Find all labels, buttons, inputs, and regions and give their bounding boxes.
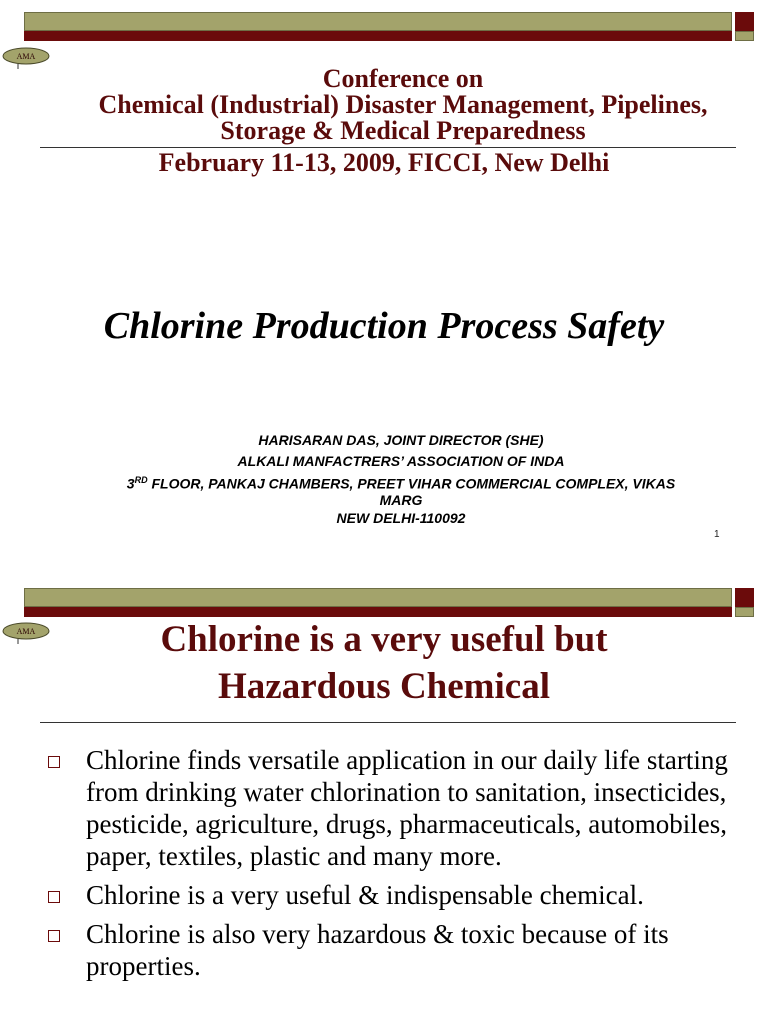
title-divider <box>40 722 736 723</box>
author-address: 3RD FLOOR, PANKAJ CHAMBERS, PREET VIHAR COMMERCIAL COMPLEX, VIKAS <box>126 475 676 492</box>
slide-title <box>0 616 768 710</box>
bullet-item: Chlorine is a very useful & indispensable chemical. <box>48 879 738 911</box>
ama-logo-text: AMA <box>16 52 36 61</box>
header-square-maroon <box>735 588 754 607</box>
slide-title-line-2: Hazardous Chemical <box>218 666 550 707</box>
header-bar-olive <box>24 588 732 607</box>
conference-line-2: Chemical (Industrial) Disaster Management, Pipelines, <box>98 90 708 119</box>
header-bar-maroon <box>24 31 732 41</box>
author-city: NEW DELHI-110092 <box>336 509 466 526</box>
bullet-item: Chlorine finds versatile application in our daily life starting from drinking water chlorination to sanitation, insecticides, pesticide, agriculture, drugs, pharmaceuticals, automobiles, paper, textiles, plastic and many more. <box>48 744 738 872</box>
presentation-title: Chlorine Production Process Safety <box>103 305 665 347</box>
page-number: 1 <box>714 529 720 540</box>
author-block <box>56 430 746 529</box>
conference-date <box>0 150 768 176</box>
header-square-olive <box>735 31 754 41</box>
slide-2 <box>0 576 768 1024</box>
square-bullet-icon <box>48 891 60 903</box>
conference-heading <box>40 66 766 144</box>
bullet-list <box>48 744 738 989</box>
author-address-cont: MARG <box>379 491 423 508</box>
conference-line-1: Conference on <box>322 64 484 93</box>
conference-date-text: February 11-13, 2009, FICCI, New Delhi <box>158 148 610 177</box>
square-bullet-icon <box>48 756 60 768</box>
author-name: HARISARAN DAS, JOINT DIRECTOR (SHE) <box>258 432 544 448</box>
header-bar-olive <box>24 12 732 31</box>
author-organization: ALKALI MANFACTRERS’ ASSOCIATION OF INDA <box>237 453 565 469</box>
bullet-item: Chlorine is also very hazardous & toxic because of its properties. <box>48 918 738 982</box>
ama-logo-text: AMA <box>16 627 36 636</box>
slide-title-line-1: Chlorine is a very useful but <box>160 619 608 660</box>
conference-line-3: Storage & Medical Preparedness <box>220 116 586 145</box>
ama-logo-icon <box>2 47 50 64</box>
header-square-maroon <box>735 12 754 31</box>
square-bullet-icon <box>48 930 60 942</box>
